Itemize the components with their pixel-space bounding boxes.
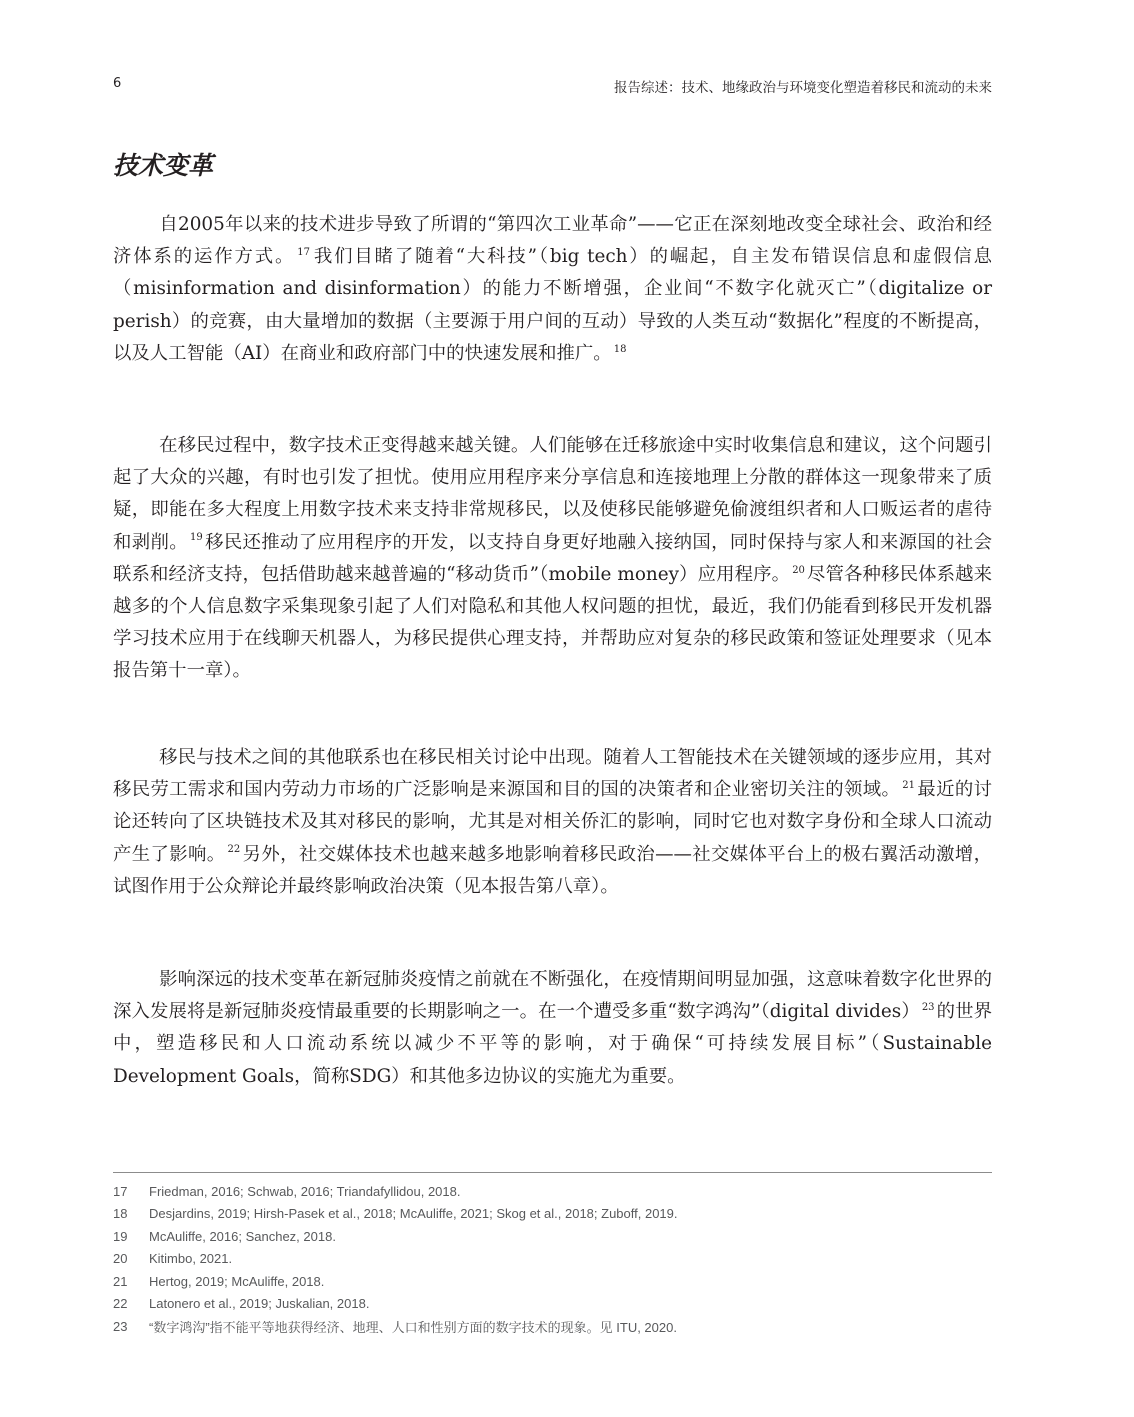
- footnote-text: Kitimbo, 2021.: [149, 1251, 233, 1267]
- page-number: 6: [113, 76, 122, 91]
- footnote-ref[interactable]: 18: [613, 343, 627, 355]
- footnote-divider: [113, 1172, 992, 1173]
- footnote-ref[interactable]: 23: [921, 1002, 935, 1014]
- footnote-number: 17: [113, 1183, 128, 1199]
- footnote-ref[interactable]: 21: [902, 780, 915, 792]
- footnote-item: [113, 1315, 992, 1338]
- paragraph-4: [113, 964, 992, 1093]
- footnote-item: [113, 1248, 992, 1271]
- page-header: [113, 76, 992, 98]
- paragraph-text: 自2005年以来的技术进步导致了所谓的“第四次工业革命”——它正在深刻地改变全球社会、政治和经济体系的运作方式。: [113, 214, 992, 268]
- paragraph-text: 我们目睹了随着“大科技”（big tech）的崛起，自主发布错误信息和虚假信息（misinformation and disinformation）的能力不断增强，企业间“不数字化就灭亡”（digitalize or perish）的竞赛，由大量增加的数据（主要源于用户间的互动）导致的人类互动“数据化”程度的不断提高，以及人工智能（AI）在商业和政府部门中的快速发展和推广。: [113, 246, 992, 364]
- footnote-number: 21: [113, 1273, 128, 1289]
- footnote-number: 20: [113, 1251, 128, 1267]
- footnote-ref[interactable]: 17: [297, 247, 310, 259]
- footnote-text: Latonero et al., 2019; Juskalian, 2018.: [149, 1296, 370, 1312]
- footnote-ref[interactable]: 19: [189, 532, 203, 544]
- paragraph-3: [113, 742, 992, 903]
- footnote-number: 18: [113, 1206, 128, 1222]
- footnote-item: [113, 1203, 992, 1226]
- paragraph-text: 影响深远的技术变革在新冠肺炎疫情之前就在不断强化，在疫情期间明显加强，这意味着数字化世界的深入发展将是新冠肺炎疫情最重要的长期影响之一。在一个遭受多重“数字鸿沟”（digital divides）: [113, 969, 992, 1023]
- footnote-item: [113, 1270, 992, 1293]
- footnote-number: 19: [113, 1228, 128, 1244]
- paragraph-text: 尽管各种移民体系越来越多的个人信息数字采集现象引起了人们对隐私和其他人权问题的担忧，最近，我们仍能看到移民开发机器学习技术应用于在线聊天机器人，为移民提供心理支持，并帮助应对复杂的移民政策和签证处理要求（见本报告第十一章）。: [113, 563, 992, 682]
- paragraph-1: [113, 209, 992, 370]
- footnote-ref[interactable]: 20: [792, 564, 805, 576]
- footnote-number: 23: [113, 1318, 128, 1334]
- section-title: 技术变革: [113, 151, 214, 180]
- footnote-list: [113, 1180, 992, 1338]
- running-title: 报告综述：技术、地缘政治与环境变化塑造着移民和流动的未来: [614, 80, 992, 96]
- footnote-text: “数字鸿沟”指不能平等地获得经济、地理、人口和性别方面的数字技术的现象。见 ITU, 2020.: [149, 1319, 677, 1335]
- footnote-text: Desjardins, 2019; Hirsh-Pasek et al., 2018; McAuliffe, 2021; Skog et al., 2018; Zuboff, 2019.: [149, 1206, 678, 1222]
- paragraph-text: 在移民过程中，数字技术正变得越来越关键。人们能够在迁移旅途中实时收集信息和建议，这个问题引起了大众的兴趣，有时也引发了担忧。使用应用程序来分享信息和连接地理上分散的群体这一现象带来了质疑，即能在多大程度上用数字技术来支持非常规移民，以及使移民能够避免偷渡组织者和人口贩运者的虐待和剥削。: [113, 435, 992, 553]
- paragraph-text: 移民与技术之间的其他联系也在移民相关讨论中出现。随着人工智能技术在关键领域的逐步应用，其对移民劳工需求和国内劳动力市场的广泛影响是来源国和目的国的决策者和企业密切关注的领域。: [113, 747, 992, 801]
- paragraph-text: 移民还推动了应用程序的开发，以支持自身更好地融入接纳国，同时保持与家人和来源国的社会联系和经济支持，包括借助越来越普遍的“移动货币”（mobile money）应用程序。: [113, 531, 992, 585]
- paragraph-2: [113, 430, 992, 688]
- paragraph-text: 最近的讨论还转向了区块链技术及其对移民的影响，尤其是对相关侨汇的影响，同时它也对数字身份和全球人口流动产生了影响。: [113, 779, 992, 865]
- footnote-ref[interactable]: 22: [227, 844, 241, 856]
- footnote-number: 22: [113, 1296, 128, 1312]
- paragraph-text: 的世界中，塑造移民和人口流动系统以减少不平等的影响，对于确保“可持续发展目标”（Sustainable Development Goals，简称SDG）和其他多边协议的实施尤为重要。: [113, 1001, 992, 1087]
- footnote-text: Hertog, 2019; McAuliffe, 2018.: [149, 1273, 325, 1289]
- footnote-item: [113, 1293, 992, 1316]
- footnote-item: [113, 1225, 992, 1248]
- footnote-text: Friedman, 2016; Schwab, 2016; Triandafyllidou, 2018.: [149, 1183, 461, 1199]
- footnote-item: [113, 1180, 992, 1203]
- footnote-text: McAuliffe, 2016; Sanchez, 2018.: [149, 1228, 336, 1244]
- paragraph-text: 另外，社交媒体技术也越来越多地影响着移民政治——社交媒体平台上的极右翼活动激增，试图作用于公众辩论并最终影响政治决策（见本报告第八章）。: [113, 843, 992, 897]
